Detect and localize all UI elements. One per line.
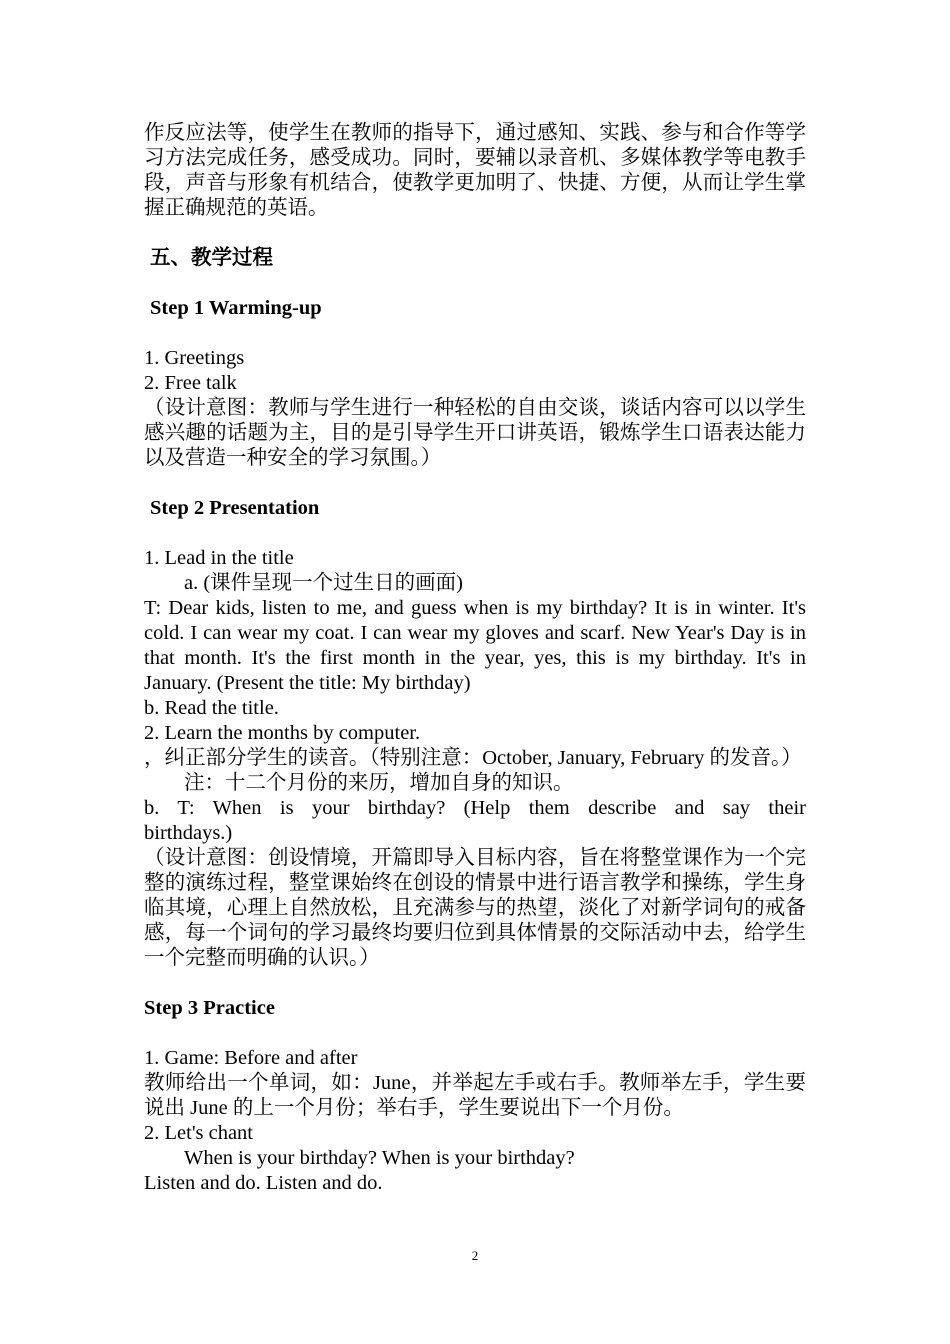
step3-chant-line1: When is your birthday? When is your birthday? [184,1147,575,1169]
step3-chant: 2. Let's chant [144,1122,254,1144]
step2-item-b: b. Read the title. [144,697,279,719]
step3-heading: Step 3 Practice [144,997,275,1019]
step1-line-greetings: 1. Greetings [144,347,245,369]
step2-lead-in: 1. Lead in the title [144,547,294,569]
step1-heading: Step 1 Warming-up [150,297,322,319]
step2-design-note: （设计意图：创设情境，开篇即导入目标内容，旨在将整堂课作为一个完整的演练过程，整堂课始终在创设的情景中进行语言教学和操练，学生身临其境，心理上自然放松，且充满参与的热望，淡化了对新学词句的戒备感，每一个词句的学习最终均要归位到具体情景的交际活动中去，给学生一个完整而明确的认识。） [144,847,806,969]
intro-paragraph: 作反应法等，使学生在教师的指导下，通过感知、实践、参与和合作等学习方法完成任务，感受成功。同时，要辅以录音机、多媒体教学等电教手段，声音与形象有机结合，使教学更加明了、快捷、方便，从而让学生掌握正确规范的英语。 [144,122,806,219]
step3-game-desc: 教师给出一个单词，如：June，并举起左手或右手。教师举左手，学生要说出 June 的上一个月份；举右手，学生要说出下一个月份。 [144,1072,806,1119]
step2-note: 注：十二个月份的来历，增加自身的知识。 [184,772,574,794]
step2-learn-months: 2. Learn the months by computer. [144,722,421,744]
step3-chant-line2: Listen and do. Listen and do. [144,1172,383,1194]
step2-item-a: a. (课件呈现一个过生日的画面) [184,572,464,594]
step2-item-b2: b. T: When is your birthday? (Help them describe and say their birthdays.) [144,797,806,844]
page-number: 2 [471,1248,479,1263]
step1-design-note: （设计意图：教师与学生进行一种轻松的自由交谈，谈话内容可以以学生感兴趣的话题为主，目的是引导学生开口讲英语，锻炼学生口语表达能力以及营造一种安全的学习氛围。） [144,397,806,469]
step2-teacher-talk: T: Dear kids, listen to me, and guess when is my birthday? It is in winter. It's cold. I can wear my coat. I can wear my gloves and scarf. New Year's Day is in that month. It's the first month in the year, yes, this is my birthday. It's in January. (Present the title: My birthday) [144,597,806,694]
document-page [144,121,806,1196]
step2-heading: Step 2 Presentation [150,497,320,519]
section-heading: 五、教学过程 [150,247,273,269]
step3-game: 1. Game: Before and after [144,1047,358,1069]
step1-line-free-talk: 2. Free talk [144,372,237,394]
step2-correction: ，纠正部分学生的读音。（特别注意：October, January, February 的发音。） [144,747,802,769]
